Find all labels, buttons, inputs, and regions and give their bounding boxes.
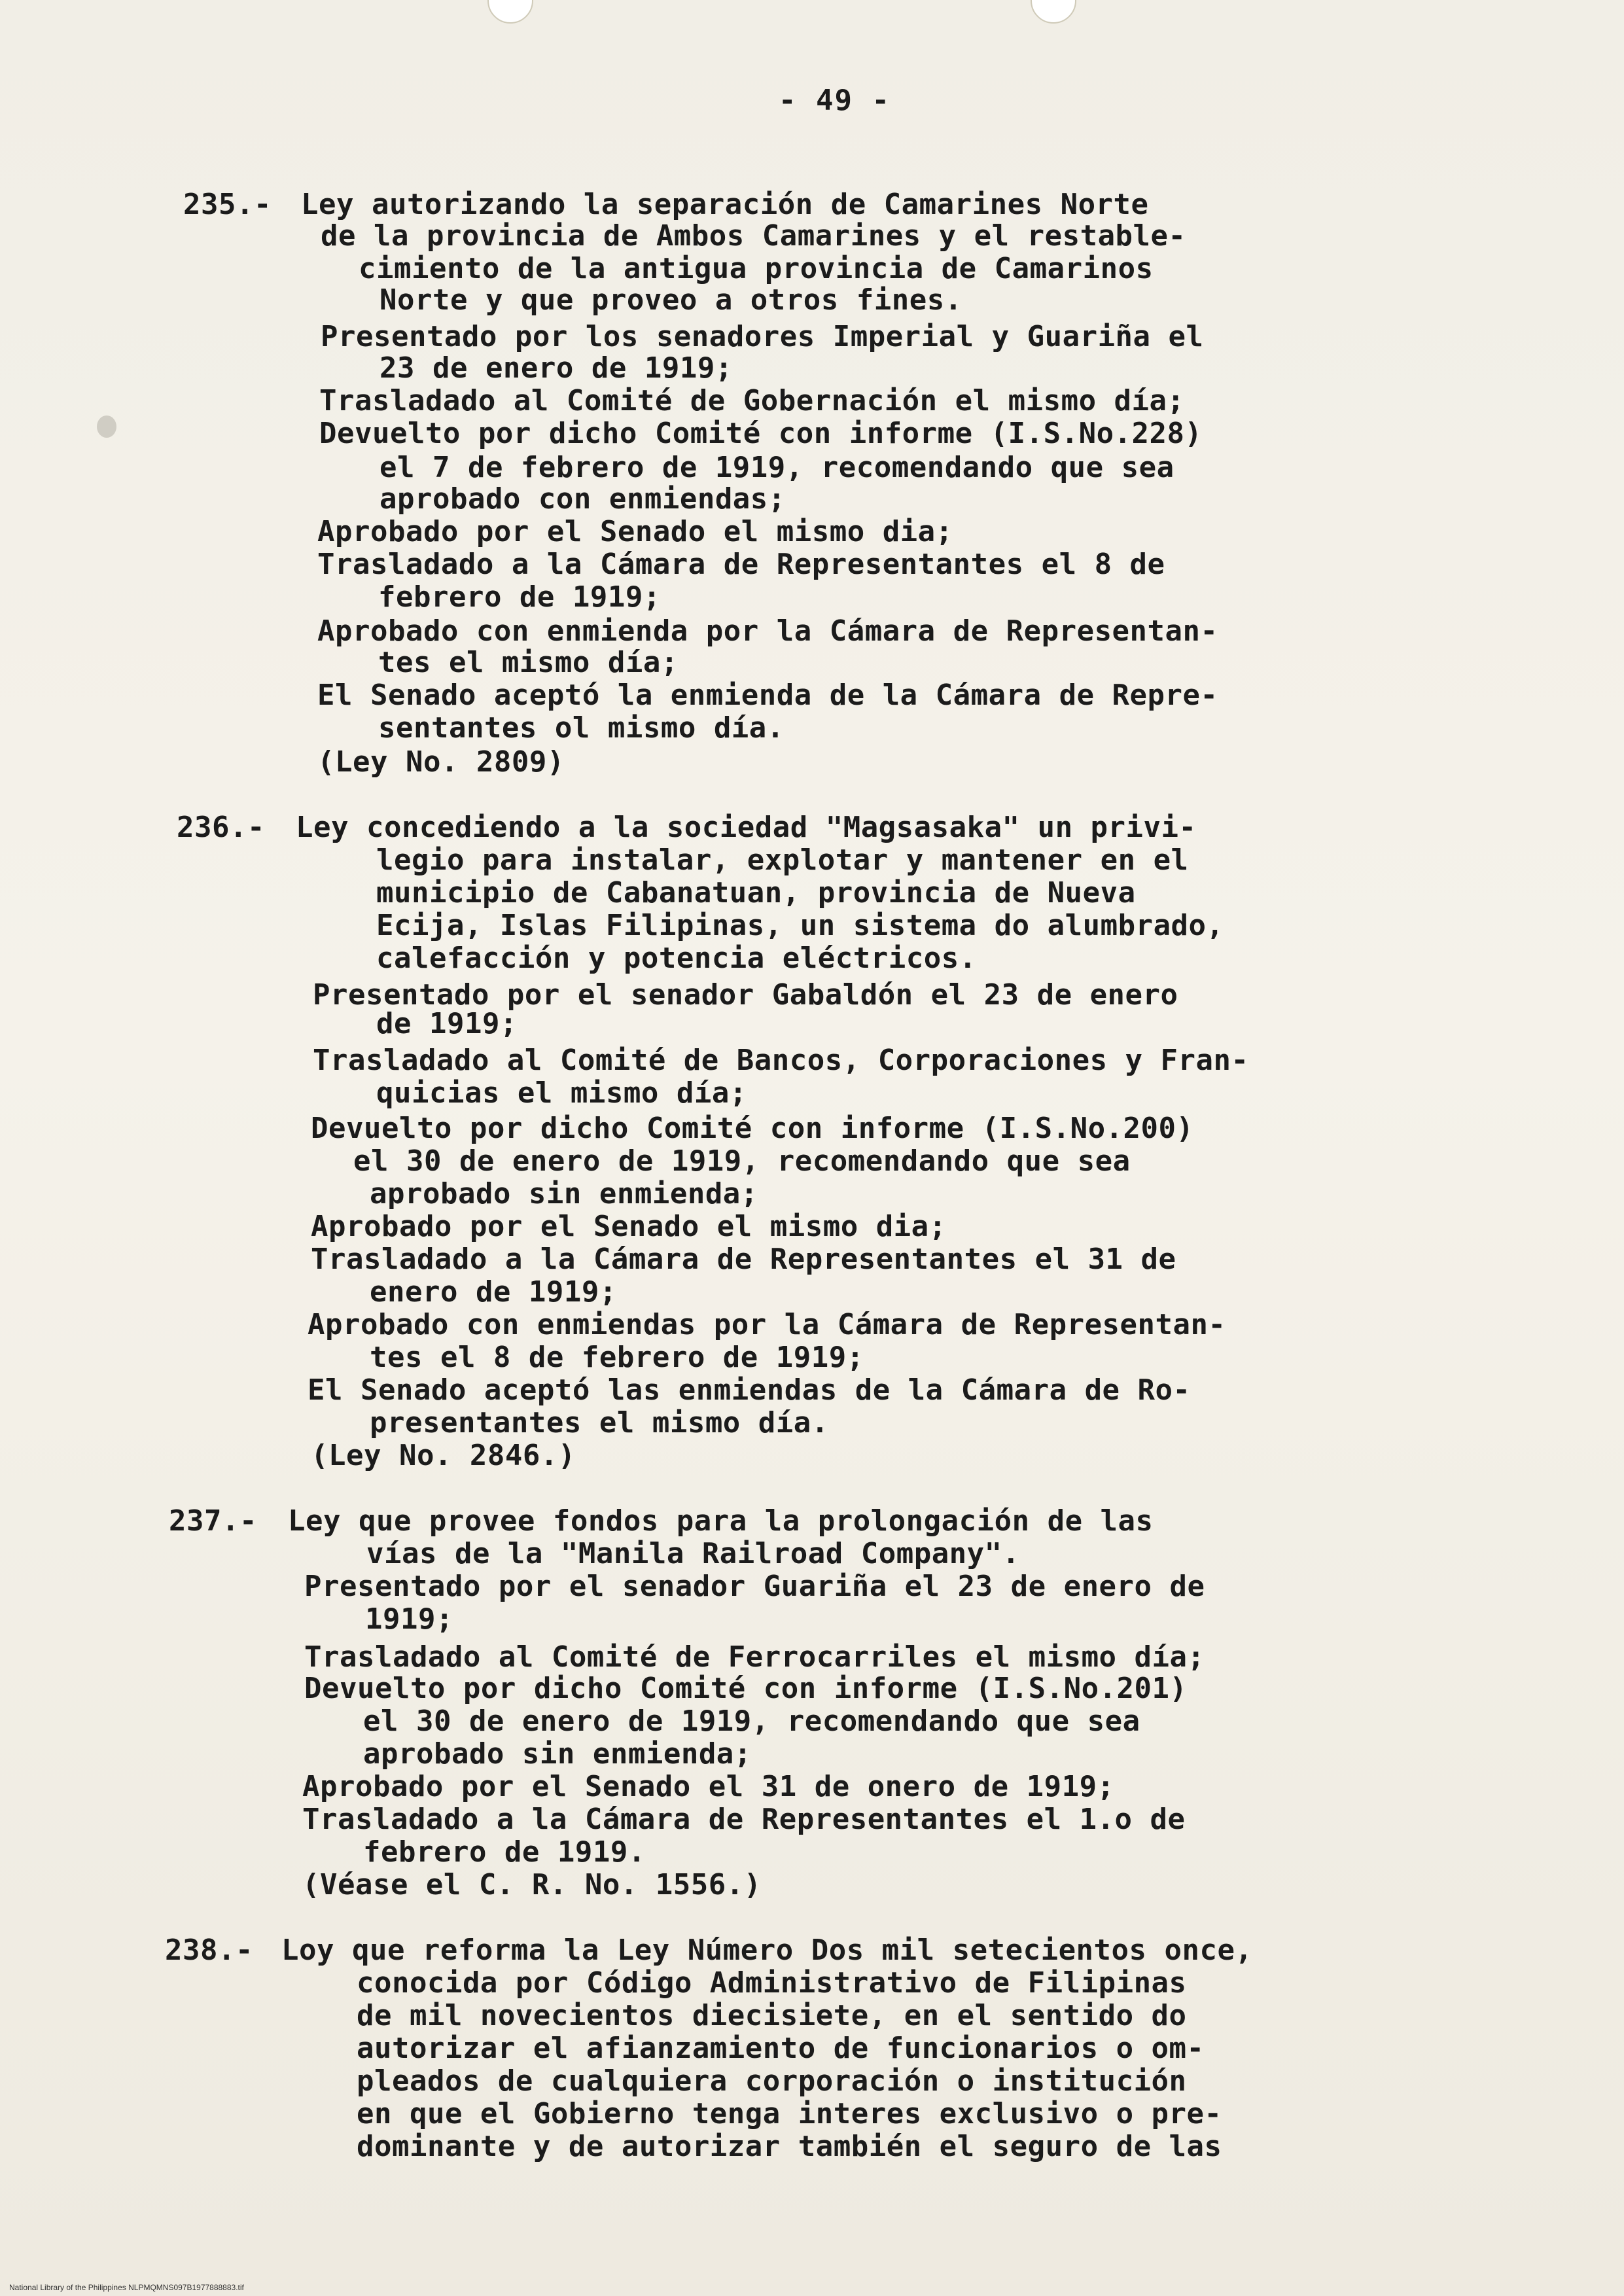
entry-line: Ley autorizando la separación de Camarines Norte [301, 188, 1149, 221]
entry-line: enero de 1919; [370, 1275, 617, 1309]
entry-line: de mil novecientos diecisiete, en el sentido do [357, 1999, 1187, 2032]
entry-line: el 30 de enero de 1919, recomendando que sea [353, 1144, 1131, 1178]
entry-line: Presentado por el senador Gabaldón el 23 de enero [313, 978, 1178, 1012]
entry-line: tes el mismo día; [378, 646, 679, 679]
entry-line: calefacción y potencia eléctricos. [376, 942, 977, 975]
page-number: - 49 - [779, 84, 891, 117]
entry-line: Trasladado al Comité de Bancos, Corporaciones y Fran- [313, 1044, 1249, 1077]
entry-line: (Ley No. 2809) [317, 745, 565, 779]
entry-line: Presentado por los senadores Imperial y Guariña el [321, 320, 1204, 353]
entry-line: Aprobado con enmienda por la Cámara de Representan- [317, 614, 1218, 648]
entry-line: Aprobado por el Senado el mismo dia; [317, 515, 953, 548]
entry-line: en que el Gobierno tenga interes exclusivo o pre- [357, 2097, 1222, 2130]
entry-line: Aprobado con enmiendas por la Cámara de Representan- [308, 1308, 1226, 1341]
entry-line: Trasladado al Comité de Gobernación el mismo día; [319, 384, 1185, 417]
entry-line: Trasladado a la Cámara de Representantes el 1.o de [302, 1803, 1186, 1836]
entry-line: Trasladado a la Cámara de Representantes el 8 de [317, 548, 1165, 581]
entry-line: sentantes ol mismo día. [378, 711, 785, 745]
entry-line: aprobado sin enmienda; [370, 1177, 758, 1210]
entry-line: tes el 8 de febrero de 1919; [370, 1341, 864, 1374]
entry-line: Trasladado a la Cámara de Representantes el 31 de [311, 1243, 1176, 1276]
entry-line: Devuelto por dicho Comité con informe (I.S.No.201) [304, 1672, 1188, 1705]
entry-line: dominante y de autorizar también el seguro de las [357, 2130, 1222, 2163]
entry-line: el 7 de febrero de 1919, recomendando que sea [380, 451, 1174, 484]
entry-line: Trasladado al Comité de Ferrocarriles el mismo día; [304, 1640, 1205, 1674]
entry-line: de la provincia de Ambos Camarines y el restable- [321, 219, 1186, 253]
entry-line: de 1919; [376, 1007, 518, 1040]
entry-line: el 30 de enero de 1919, recomendando que sea [363, 1704, 1140, 1738]
entry-line: quicias el mismo día; [376, 1076, 747, 1110]
entry-line: (Ley No. 2846.) [311, 1439, 576, 1472]
entry-line: Aprobado por el Senado el mismo dia; [311, 1210, 947, 1243]
entry-line: Aprobado por el Senado el 31 de onero de 1919; [302, 1770, 1115, 1803]
entry-line: Ecija, Islas Filipinas, un sistema do alumbrado, [376, 909, 1224, 942]
entry-line: Ley que provee fondos para la prolongación de las [288, 1504, 1154, 1538]
entry-line: febrero de 1919; [378, 580, 661, 614]
entry-line: Ley concediendo a la sociedad "Magsasaka" un privi- [296, 811, 1197, 844]
entry-line: presentantes el mismo día. [370, 1406, 829, 1439]
ink-smudge [97, 415, 116, 438]
entry-line: Devuelto por dicho Comité con informe (I.S.No.200) [311, 1112, 1194, 1145]
entry-number: 238.- [165, 1934, 253, 1967]
entry-line: febrero de 1919. [363, 1835, 646, 1869]
entry-line: vías de la "Manila Railroad Company". [366, 1537, 1020, 1570]
entry-line: El Senado aceptó las enmiendas de la Cámara de Ro- [308, 1373, 1191, 1407]
entry-number: 237.- [169, 1504, 257, 1538]
entry-line: pleados de cualquiera corporación o institución [357, 2064, 1187, 2098]
entry-number: 236.- [177, 811, 265, 844]
entry-line: Devuelto por dicho Comité con informe (I.S.No.228) [319, 417, 1203, 450]
entry-line: autorizar el afianzamiento de funcionarios o om- [357, 2032, 1205, 2065]
entry-line: aprobado con enmiendas; [380, 482, 786, 516]
entry-line: conocida por Código Administrativo de Filipinas [357, 1966, 1187, 2000]
entry-line: cimiento de la antigua provincia de Camarinos [359, 252, 1154, 285]
scan-footer: National Library of the Philippines NLPMQMNS097B1977888883.tif [9, 2283, 244, 2292]
entry-line: Presentado por el senador Guariña el 23 de enero de [304, 1570, 1205, 1603]
entry-line: El Senado aceptó la enmienda de la Cámara de Repre- [317, 679, 1218, 712]
entry-number: 235.- [183, 188, 272, 221]
entry-line: Loy que reforma la Ley Número Dos mil setecientos once, [281, 1934, 1253, 1967]
entry-line: (Véase el C. R. No. 1556.) [302, 1868, 762, 1901]
entry-line: municipio de Cabanatuan, provincia de Nueva [376, 876, 1136, 910]
entry-line: 23 de enero de 1919; [380, 351, 733, 385]
entry-line: 1919; [365, 1602, 453, 1636]
entry-line: aprobado sin enmienda; [363, 1737, 752, 1771]
entry-line: Norte y que proveo a otros fines. [380, 283, 962, 317]
entry-line: legio para instalar, explotar y mantener en el [376, 843, 1189, 877]
